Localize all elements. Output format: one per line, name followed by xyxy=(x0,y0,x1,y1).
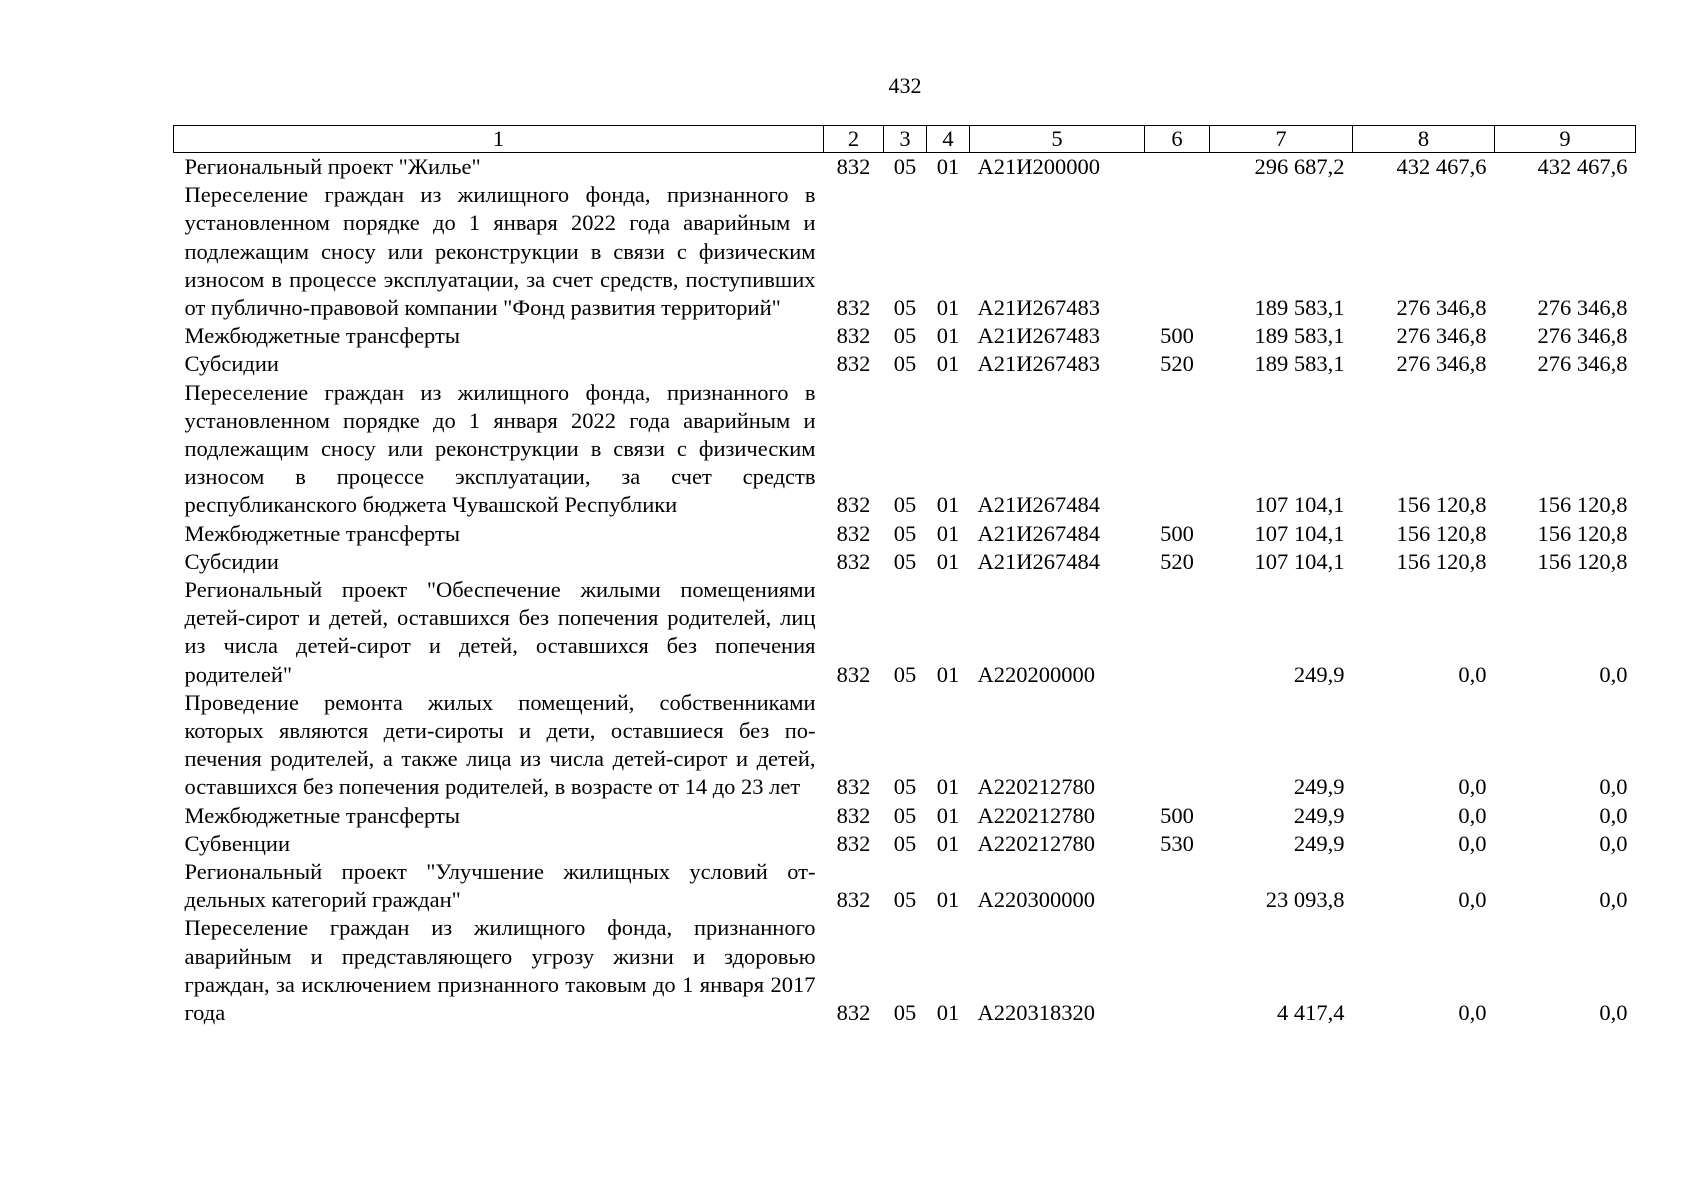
row-section-code: 05 xyxy=(893,154,917,179)
header-col-4: 4 xyxy=(927,126,970,153)
row-name: Региональный проект "Обеспечение жилыми помещениями детей-сирот и детей, оставшихся без попечения родителей, лиц из числа детей-сирот и детей, оставшихся без попечения родителей" xyxy=(184,577,816,687)
row-amount-col-9: 0,0 xyxy=(1599,802,1628,828)
row-target-article: А220318320 xyxy=(977,1000,1095,1026)
table-row xyxy=(174,379,1636,520)
row-amount-col-9: 0,0 xyxy=(1599,887,1628,913)
row-amount-col-9: 276 346,8 xyxy=(1537,323,1628,349)
row-subsection-code: 01 xyxy=(936,774,960,800)
header-col-3: 3 xyxy=(884,126,927,153)
row-expense-type: 520 xyxy=(1160,548,1194,574)
row-amount-col-9: 0,0 xyxy=(1599,661,1628,687)
header-col-5: 5 xyxy=(970,126,1145,153)
row-amount-col-7: 107 104,1 xyxy=(1254,520,1345,546)
row-name: Региональный проект "Жилье" xyxy=(184,154,481,179)
row-section-code: 05 xyxy=(893,774,917,800)
table-row xyxy=(174,350,1636,378)
row-ministry-code: 832 xyxy=(836,887,871,913)
row-amount-col-7: 107 104,1 xyxy=(1254,548,1345,574)
row-section-code: 05 xyxy=(893,548,917,574)
row-ministry-code: 832 xyxy=(836,295,871,321)
row-section-code: 05 xyxy=(893,520,917,546)
row-amount-col-9: 276 346,8 xyxy=(1537,351,1628,377)
row-amount-col-9: 432 467,6 xyxy=(1537,154,1628,179)
row-amount-col-8: 0,0 xyxy=(1458,1000,1487,1026)
row-amount-col-8: 276 346,8 xyxy=(1396,351,1487,377)
row-name: Межбюджетные трансферты xyxy=(184,520,460,546)
row-expense-type xyxy=(1145,379,1210,520)
row-expense-type xyxy=(1145,858,1210,914)
row-target-article: А21И267484 xyxy=(977,548,1100,574)
row-ministry-code: 832 xyxy=(836,774,871,800)
row-amount-col-9: 276 346,8 xyxy=(1537,295,1628,321)
header-col-2: 2 xyxy=(824,126,884,153)
row-amount-col-9: 0,0 xyxy=(1599,830,1628,856)
table-row xyxy=(174,914,1636,1027)
row-expense-type xyxy=(1145,689,1210,802)
row-ministry-code: 832 xyxy=(836,520,871,546)
row-ministry-code: 832 xyxy=(836,323,871,349)
row-amount-col-7: 296 687,2 xyxy=(1254,154,1345,179)
header-col-9: 9 xyxy=(1495,126,1636,153)
row-subsection-code: 01 xyxy=(936,323,960,349)
row-amount-col-8: 0,0 xyxy=(1458,774,1487,800)
row-section-code: 05 xyxy=(893,802,917,828)
row-target-article: А21И267484 xyxy=(977,492,1100,518)
row-name: Переселение граждан из жилищного фонда, признанного в установленном порядке до 1 января 2022 года аварийным и подлежащим сносу или реконструкции в связи с физическим износом в процессе эксплуатации, за счет средств республиканского бюджета Чувашской Республики xyxy=(184,379,816,518)
row-amount-col-7: 23 093,8 xyxy=(1265,887,1345,913)
table-row xyxy=(174,520,1636,548)
row-amount-col-8: 0,0 xyxy=(1458,887,1487,913)
table-row xyxy=(174,576,1636,689)
row-amount-col-9: 156 120,8 xyxy=(1537,492,1628,518)
table-row xyxy=(174,322,1636,350)
row-ministry-code: 832 xyxy=(836,548,871,574)
table-row xyxy=(174,181,1636,322)
row-expense-type xyxy=(1145,153,1210,182)
row-subsection-code: 01 xyxy=(936,492,960,518)
row-section-code: 05 xyxy=(893,830,917,856)
header-col-8: 8 xyxy=(1353,126,1495,153)
budget-table xyxy=(173,125,1636,1027)
row-amount-col-7: 189 583,1 xyxy=(1254,295,1345,321)
row-section-code: 05 xyxy=(893,887,917,913)
row-subsection-code: 01 xyxy=(936,351,960,377)
row-subsection-code: 01 xyxy=(936,548,960,574)
row-amount-col-7: 189 583,1 xyxy=(1254,351,1345,377)
row-target-article: А21И267483 xyxy=(977,323,1100,349)
row-expense-type: 500 xyxy=(1160,520,1194,546)
row-target-article: А220212780 xyxy=(977,830,1095,856)
row-amount-col-8: 0,0 xyxy=(1458,661,1487,687)
row-amount-col-7: 249,9 xyxy=(1293,661,1345,687)
table-row xyxy=(174,548,1636,576)
row-subsection-code: 01 xyxy=(936,661,960,687)
row-amount-col-7: 107 104,1 xyxy=(1254,492,1345,518)
header-col-7: 7 xyxy=(1210,126,1353,153)
table-row xyxy=(174,830,1636,858)
row-amount-col-9: 0,0 xyxy=(1599,1000,1628,1026)
row-target-article: А220212780 xyxy=(977,802,1095,828)
row-amount-col-7: 249,9 xyxy=(1293,774,1345,800)
row-amount-col-9: 156 120,8 xyxy=(1537,520,1628,546)
row-section-code: 05 xyxy=(893,1000,917,1026)
row-amount-col-8: 276 346,8 xyxy=(1396,323,1487,349)
table-body xyxy=(174,153,1636,1028)
row-expense-type: 530 xyxy=(1160,830,1194,856)
row-name: Субвенции xyxy=(184,830,290,856)
row-amount-col-8: 0,0 xyxy=(1458,802,1487,828)
row-amount-col-8: 276 346,8 xyxy=(1396,295,1487,321)
row-ministry-code: 832 xyxy=(836,802,871,828)
row-subsection-code: 01 xyxy=(936,295,960,321)
row-amount-col-8: 156 120,8 xyxy=(1396,548,1487,574)
row-subsection-code: 01 xyxy=(936,887,960,913)
row-expense-type xyxy=(1145,576,1210,689)
row-ministry-code: 832 xyxy=(836,492,871,518)
row-name: Межбюджетные трансферты xyxy=(184,323,460,349)
row-expense-type: 520 xyxy=(1160,351,1194,377)
row-name: Субсидии xyxy=(184,548,279,574)
row-subsection-code: 01 xyxy=(936,802,960,828)
row-amount-col-8: 432 467,6 xyxy=(1396,154,1487,179)
row-subsection-code: 01 xyxy=(936,154,960,179)
row-target-article: А21И200000 xyxy=(977,154,1100,179)
row-name: Проведение ремонта жилых помещений, собственниками которых являются дети-сироты и дети, оставшиеся без попечения родителей, а также лица из числа детей-сирот и детей, оставшихся без попечения родителей, в возрасте от 14 до 23 лет xyxy=(184,689,816,800)
row-target-article: А21И267484 xyxy=(977,520,1100,546)
row-ministry-code: 832 xyxy=(836,830,871,856)
row-expense-type: 500 xyxy=(1160,802,1194,828)
row-amount-col-8: 156 120,8 xyxy=(1396,492,1487,518)
row-target-article: А21И267483 xyxy=(977,295,1100,321)
row-expense-type xyxy=(1145,914,1210,1027)
row-subsection-code: 01 xyxy=(936,830,960,856)
table-row xyxy=(174,858,1636,914)
row-name: Межбюджетные трансферты xyxy=(184,802,460,828)
row-target-article: А220212780 xyxy=(977,774,1095,800)
row-section-code: 05 xyxy=(893,492,917,518)
row-amount-col-7: 249,9 xyxy=(1293,830,1345,856)
row-target-article: А220200000 xyxy=(977,661,1095,687)
page-number: 432 xyxy=(888,73,922,98)
table-row xyxy=(174,802,1636,830)
row-amount-col-9: 0,0 xyxy=(1599,774,1628,800)
row-expense-type xyxy=(1145,181,1210,322)
row-expense-type: 500 xyxy=(1160,323,1194,349)
row-ministry-code: 832 xyxy=(836,661,871,687)
row-amount-col-8: 0,0 xyxy=(1458,830,1487,856)
row-section-code: 05 xyxy=(893,661,917,687)
row-subsection-code: 01 xyxy=(936,1000,960,1026)
row-ministry-code: 832 xyxy=(836,1000,871,1026)
row-ministry-code: 832 xyxy=(836,154,871,179)
row-name: Переселение граждан из жилищного фонда, признанного аварийным и представляющего угрозу жизни и здоровью граждан, за исключением признанного таковым до 1 января 2017 года xyxy=(184,915,816,1026)
column-number-header xyxy=(174,126,1636,153)
row-ministry-code: 832 xyxy=(836,351,871,377)
row-amount-col-7: 189 583,1 xyxy=(1254,323,1345,349)
row-amount-col-9: 156 120,8 xyxy=(1537,548,1628,574)
row-name: Региональный проект "Улучшение жилищных условий отдельных категорий граждан" xyxy=(184,859,816,913)
row-section-code: 05 xyxy=(893,295,917,321)
row-section-code: 05 xyxy=(893,351,917,377)
row-amount-col-7: 4 417,4 xyxy=(1277,1000,1345,1026)
row-name: Переселение граждан из жилищного фонда, признанного в установленном порядке до 1 января 2022 года аварийным и подлежащим сносу или реконструкции в связи с физическим износом в процессе эксплуатации, за счет средств, поступивших от публично-правовой компании "Фонд развития территорий" xyxy=(184,182,816,321)
table-row xyxy=(174,153,1636,182)
row-subsection-code: 01 xyxy=(936,520,960,546)
row-amount-col-7: 249,9 xyxy=(1293,802,1345,828)
row-target-article: А21И267483 xyxy=(977,351,1100,377)
row-section-code: 05 xyxy=(893,323,917,349)
row-target-article: А220300000 xyxy=(977,887,1095,913)
header-col-6: 6 xyxy=(1145,126,1210,153)
row-name: Субсидии xyxy=(184,351,279,377)
row-amount-col-8: 156 120,8 xyxy=(1396,520,1487,546)
table-row xyxy=(174,689,1636,802)
header-col-1: 1 xyxy=(174,126,824,153)
